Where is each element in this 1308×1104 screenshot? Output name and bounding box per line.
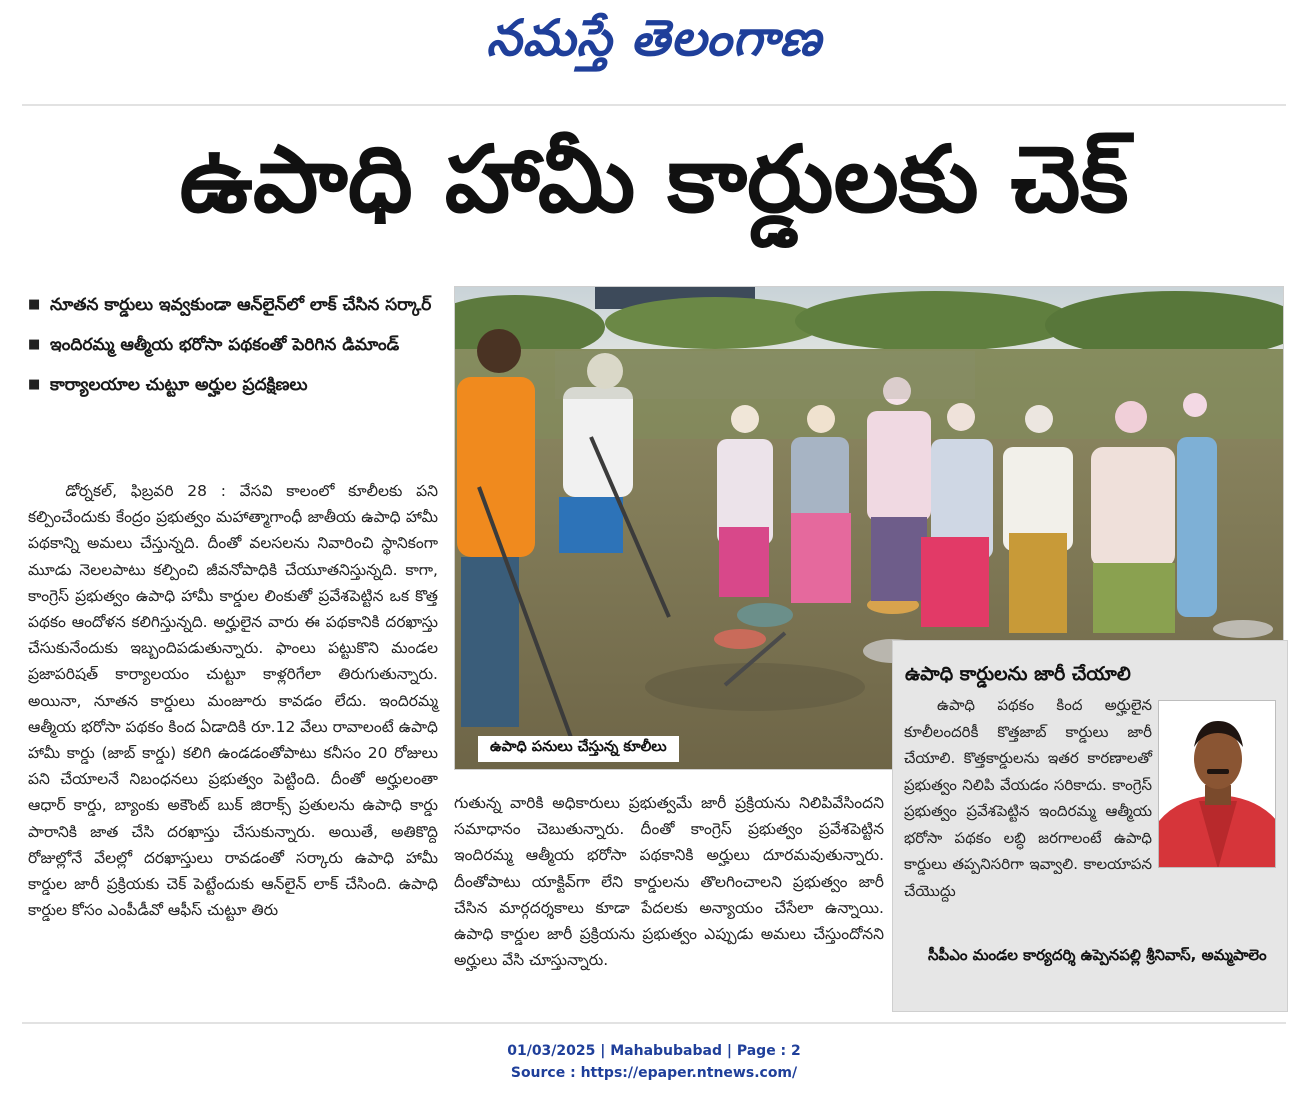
- portrait-photo: [1158, 700, 1276, 868]
- article-column-left: డోర్నకల్, ఫిబ్రవరి 28 : వేసవి కాలంలో కూలీలకు పని కల్పించేందుకు కేంద్రం ప్రభుత్వం మహాత్మాగాంధీ జాతీయ ఉపాధి హామీ పథకాన్ని అమలు చేస్తున్నది. దీంతో వలసలను నివారించి స్థానికంగా మూడు నెలలపాటు కల్పించి జీవనోపాధికి చేయూతనిస్తున్నది. కాగా, కాంగ్రెస్ ప్రభుత్వం ఉపాధి హామీ కార్డుల లింకుతో ప్రవేశపెట్టిన ఒక కొత్త పథకం ఆందోళన కలిగిస్తున్నది. అర్హులైన వారు ఈ పథకానికి దరఖాస్తు చేసుకునేందుకు ఇబ్బందిపడుతున్నారు. ఫాంలు పట్టుకొని మండల ప్రజాపరిషత్ కార్యాలయం చుట్టూ కాళ్లరిగేలా తిరుగుతున్నారు. అయినా, నూతన కార్డులు మంజూరు కావడం లేదు. ఇందిరమ్మ ఆత్మీయ భరోసా పథకం కింద ఏడాదికి రూ.12 వేలు రావాలంటే ఉపాధి హామీ కార్డు (జాబ్ కార్డు) కలిగి ఉండడంతోపాటు కనీసం 20 రోజులు పని చేయాలనే నిబంధనలు ప్రభుత్వం పెట్టింది. దీంతో అర్హులంతా ఆధార్ కార్డు, బ్యాంకు అకౌంట్ బుక్ జిరాక్స్ ప్రతులను ఉపాధి కార్డు పారానికి జాత చేసి దరఖాస్తు చేసుకున్నారు. అయితే, అతికొద్ది రోజుల్లోనే వేలల్లో దరఖాస్తులు రావడంతో సర్కారు ఉపాధి హామీ కార్డుల జారీ ప్రక్రియకు చెక్ పెట్టేందుకు ఆన్‌లైన్ లాక్ చేసింది. ఉపాధి కార్డుల కోసం ఎంపీడీవో ఆఫీస్ చుట్టూ తిరు: [28, 482, 438, 920]
- person-portrait: [1159, 701, 1276, 868]
- footer-source: Source : https://epaper.ntnews.com/: [510, 1065, 798, 1081]
- headline: [22, 116, 1286, 266]
- top-divider: [22, 104, 1286, 106]
- highlight-text: నూతన కార్డులు ఇవ్వకుండా ఆన్‌లైన్‌లో లాక్ చేసిన సర్కార్: [50, 295, 432, 315]
- sidebar-title: ఉపాధి కార్డులను జారీ చేయాలి: [905, 663, 1131, 685]
- sidebar-quote: ఉపాధి పథకం కింద అర్హులైన కూలీలందరికీ కొత్తజాబ్ కార్డులు జారీ చేయాలి. కొత్తకార్డులను ఇతర కారణాలతో ప్రభుత్వం నిలిపి వేయడం సరికాదు. కాంగ్రెస్ ప్రభుత్వం ప్రవేశపెట్టిన ఇందిరమ్మ ఆత్మీయ భరోసా పథకం లబ్ధి జరగాలంటే ఉపాధి కార్డులు తప్పనిసరిగా ఇవ్వాలి. కాలయాపన చేయొద్దు: [904, 696, 1152, 900]
- highlight-item: [28, 368, 448, 402]
- footer-edition: 01/03/2025 | Mahabubabad | Page : 2: [507, 1043, 801, 1059]
- sidebar-body: [904, 692, 1152, 904]
- bottom-divider: [22, 1022, 1286, 1024]
- sidebar-author: సీపీఎం మండల కార్యదర్శి ఉప్పెనపల్లి శ్రీనివాస్, అమ్మపాలెం: [928, 946, 1267, 964]
- masthead-title: నమస్తే తెలంగాణ: [486, 8, 822, 67]
- headline-text: ఉపాధి హామీ కార్డులకు చెక్: [179, 126, 1129, 233]
- article-column-middle: గుతున్న వారికి అధికారులు ప్రభుత్వమే జారీ ప్రక్రియను నిలిపివేసిందని సమాధానం చెబుతున్నారు. దీంతో కాంగ్రెస్ ప్రభుత్వం ప్రవేశపెట్టిన ఇందిరమ్మ ఆత్మీయ భరోసా పథకానికి అర్హులు దూరమవుతున్నారు. దీంతోపాటు యాక్టివ్‌గా లేని కార్డులను తొలగించాలని ప్రభుత్వం జారీ చేసిన మార్గదర్శకాలు కూడా పేదలకు అన్యాయం చేసేలా ఉన్నాయి. ఉపాధి కార్డుల జారీ ప్రక్రియను ప్రభుత్వం ఎప్పుడు అమలు చేస్తుందోనని అర్హులు వేసి చూస్తున్నారు.: [454, 794, 884, 970]
- photo-caption: ఉపాధి పనులు చేస్తున్న కూలీలు: [478, 736, 679, 762]
- masthead: [0, 8, 1308, 80]
- page-footer: [0, 1040, 1308, 1084]
- square-bullet-icon: ■: [28, 297, 41, 312]
- highlight-text: ఇందిరమ్మ ఆత్మీయ భరోసా పథకంతో పెరిగిన డిమాండ్: [50, 335, 400, 355]
- highlights-list: [28, 288, 448, 408]
- highlight-text: కార్యాలయాల చుట్టూ అర్హుల ప్రదక్షిణలు: [50, 375, 308, 395]
- highlight-item: [28, 288, 448, 322]
- square-bullet-icon: ■: [28, 337, 41, 352]
- square-bullet-icon: ■: [28, 377, 41, 392]
- highlight-item: [28, 328, 448, 362]
